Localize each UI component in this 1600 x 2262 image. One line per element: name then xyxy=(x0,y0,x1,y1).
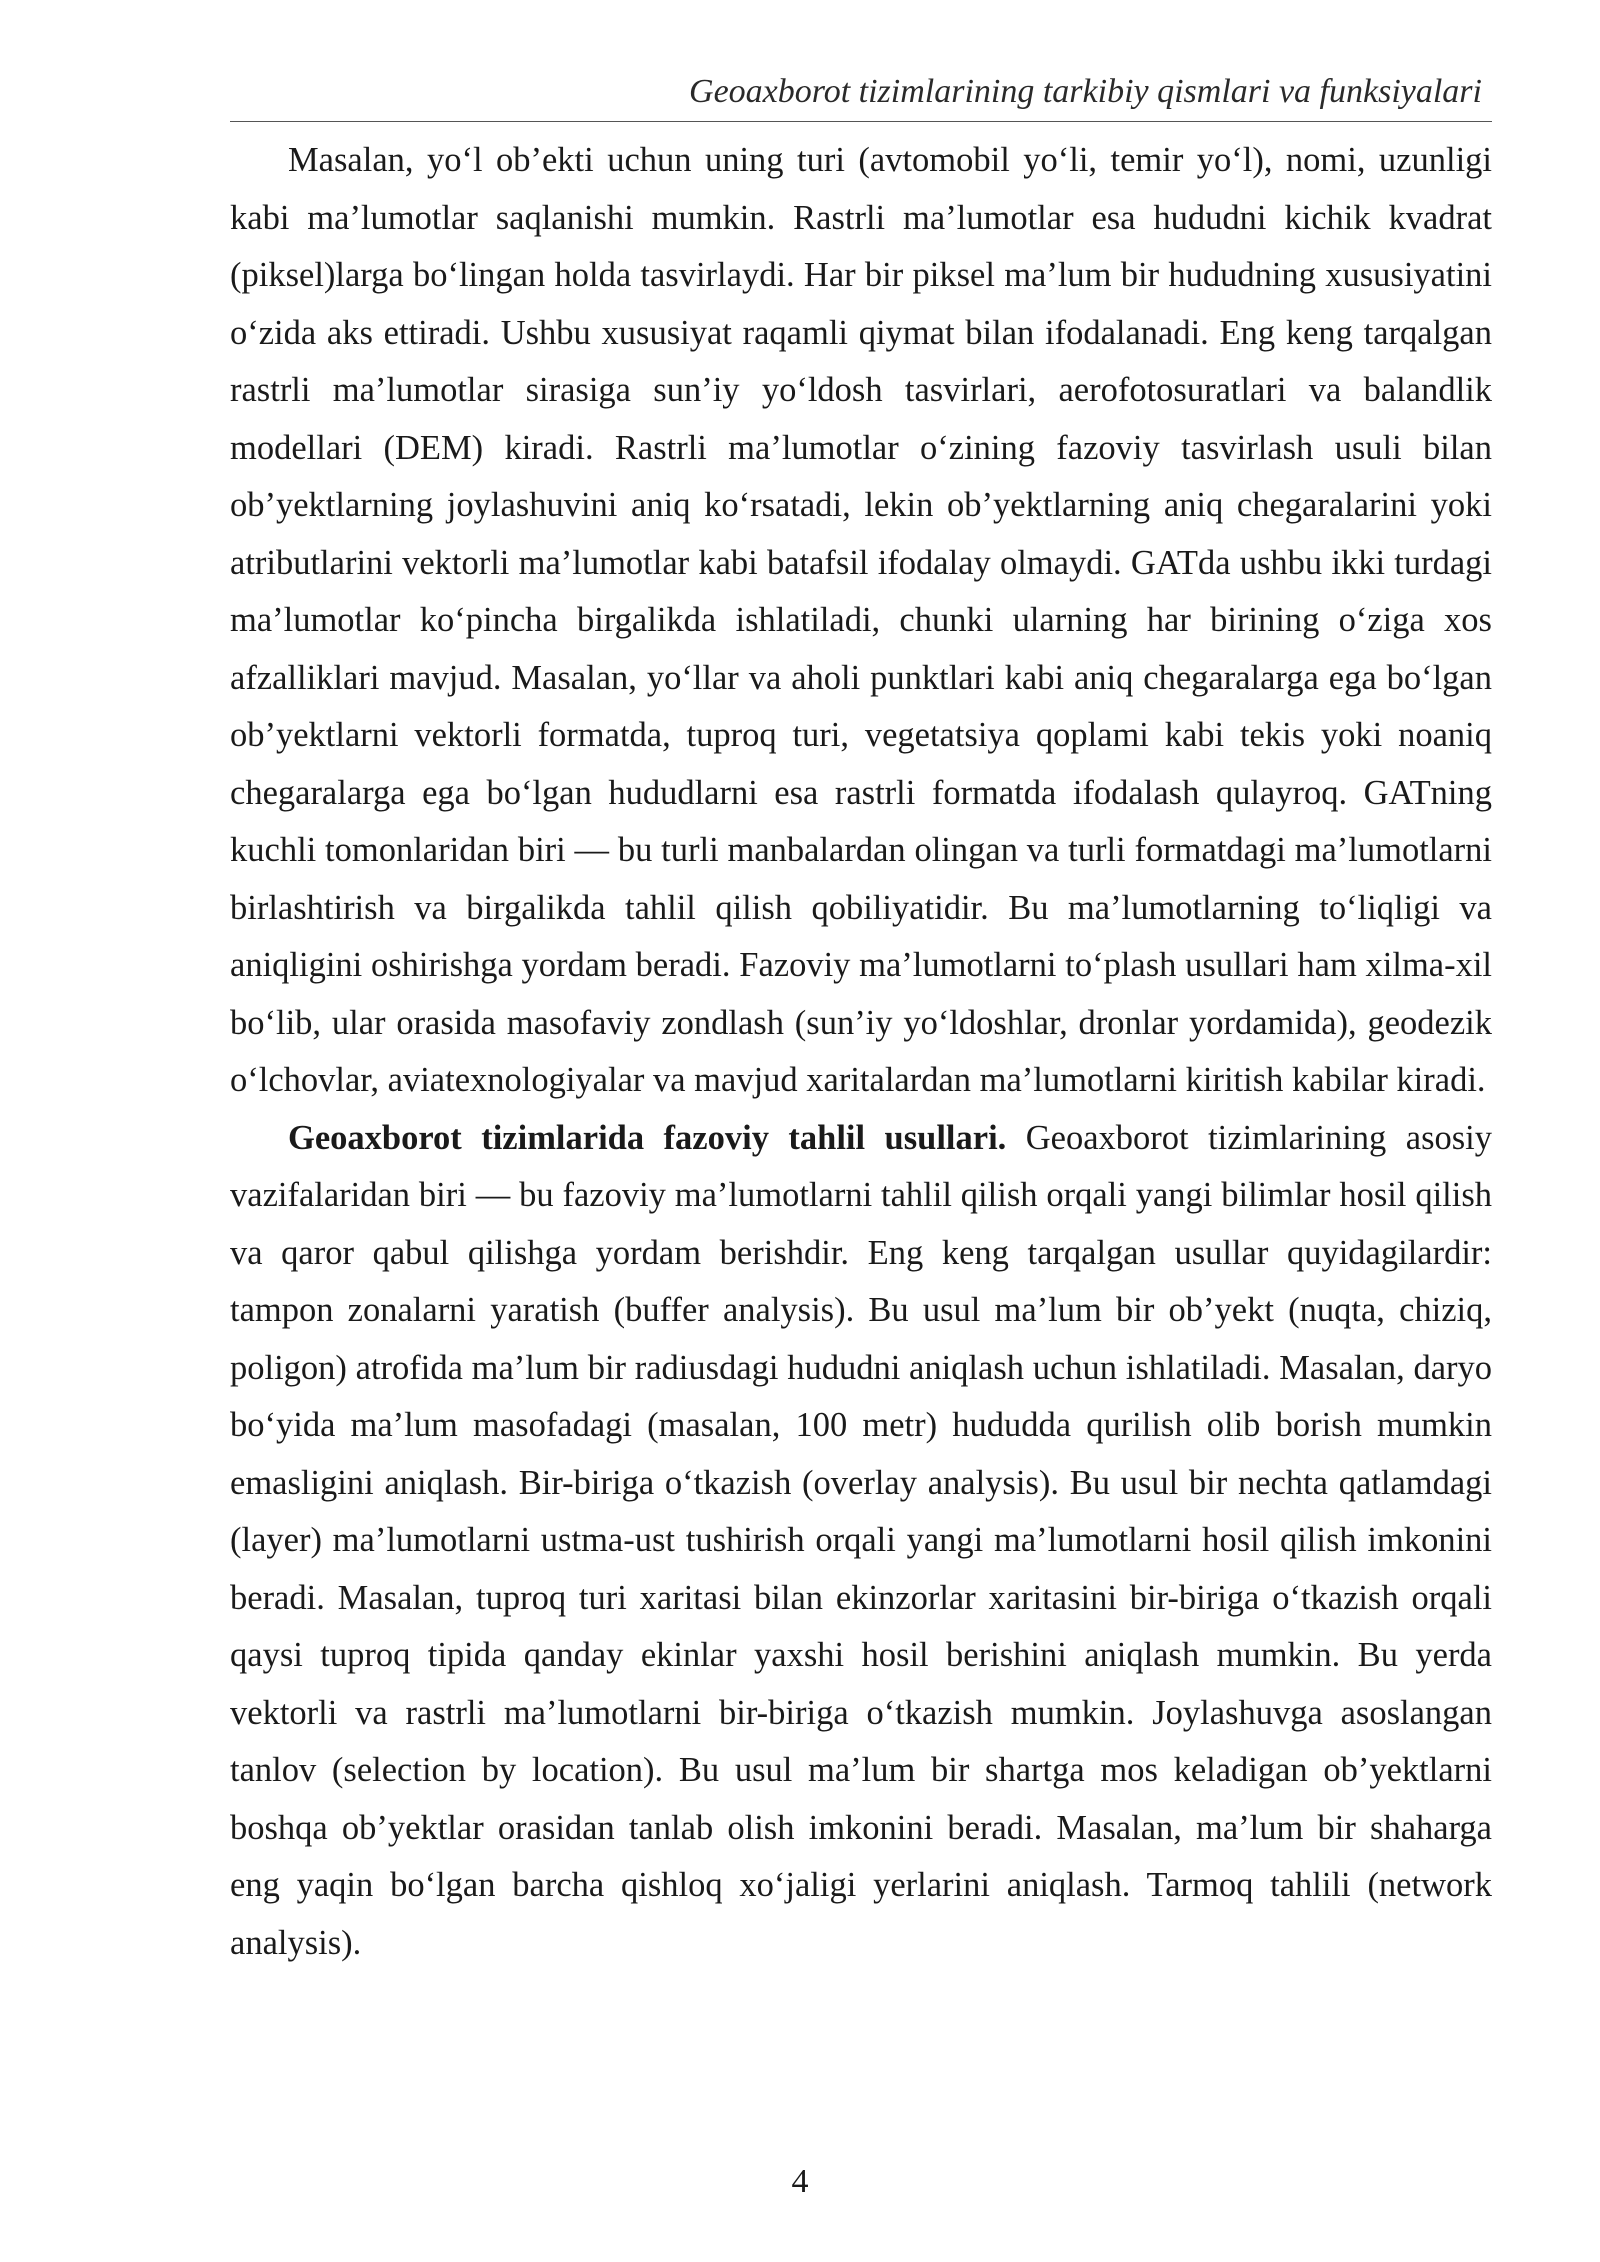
paragraph-spatial-analysis-text: Geoaxborot tizimlarining asosiy vazifalaridan biri — bu fazoviy ma’lumotlarni tahlil qilish orqali yangi bilimlar hosil qilish va qaror qabul qilishga yordam berishdir. Eng keng tarqalgan usullar quyidagilardir: tampon zonalarni yaratish (buffer analysis). Bu usul ma’lum bir ob’yekt (nuqta, chiziq, poligon) atrofida ma’lum bir radiusdagi hududni aniqlash uchun ishlatiladi. Masalan, daryo bo‘yida ma’lum masofadagi (masalan, 100 metr) hududda qurilish olib borish mumkin emasligini aniqlash. Bir-biriga o‘tkazish (overlay analysis). Bu usul bir nechta qatlamdagi (layer) ma’lumotlarni ustma-ust tushirish orqali yangi ma’lumotlarni hosil qilish imkonini beradi. Masalan, tuproq turi xaritasi bilan ekinzorlar xaritasini bir-biriga o‘tkazish orqali qaysi tuproq tipida qanday ekinlar yaxshi hosil berishini aniqlash mumkin. Bu yerda vektorli va rastrli ma’lumotlarni bir-biriga o‘tkazish mumkin. Joylashuvga asoslangan tanlov (selection by location). Bu usul ma’lum bir shartga mos keladigan ob’yektlarni boshqa ob’yektlar orasidan tanlab olish imkonini beradi. Masalan, ma’lum bir shaharga eng yaqin bo‘lgan barcha qishloq xo‘jaligi yerlarini aniqlash. Tarmoq tahlili (network analysis). xyxy=(230,1118,1493,1962)
header-divider xyxy=(230,121,1492,122)
running-header: Geoaxborot tizimlarining tarkibiy qismlari va funksiyalari xyxy=(689,73,1482,110)
section-heading: Geoaxborot tizimlarida fazoviy tahlil usullari. xyxy=(288,1118,1007,1157)
main-text xyxy=(230,132,1492,1972)
page-number: 4 xyxy=(791,2163,809,2200)
paragraph-spatial-analysis xyxy=(230,1110,1492,1973)
paragraph-vector-raster: Masalan, yo‘l ob’ekti uchun uning turi (avtomobil yo‘li, temir yo‘l), nomi, uzunligi kabi ma’lumotlar saqlanishi mumkin. Rastrli ma’lumotlar esa hududni kichik kvadrat (piksel)larga bo‘lingan holda tasvirlaydi. Har bir piksel ma’lum bir hududning xususiyatini o‘zida aks ettiradi. Ushbu xususiyat raqamli qiymat bilan ifodalanadi. Eng keng tarqalgan rastrli ma’lumotlar sirasiga sun’iy yo‘ldosh tasvirlari, aerofotosuratlari va balandlik modellari (DEM) kiradi. Rastrli ma’lumotlar o‘zining fazoviy tasvirlash usuli bilan ob’yektlarning joylashuvini aniq ko‘rsatadi, lekin ob’yektlarning aniq chegaralarini yoki atributlarini vektorli ma’lumotlar kabi batafsil ifodalay olmaydi. GATda ushbu ikki turdagi ma’lumotlar ko‘pincha birgalikda ishlatiladi, chunki ularning har birining o‘ziga xos afzalliklari mavjud. Masalan, yo‘llar va aholi punktlari kabi aniq chegaralarga ega bo‘lgan ob’yektlarni vektorli formatda, tuproq turi, vegetatsiya qoplami kabi tekis yoki noaniq chegaralarga ega bo‘lgan hududlarni esa rastrli formatda ifodalash qulayroq. GATning kuchli tomonlaridan biri — bu turli manbalardan olingan va turli formatdagi ma’lumotlarni birlashtirish va birgalikda tahlil qilish qobiliyatidir. Bu ma’lumotlarning to‘liqligi va aniqligini oshirishga yordam beradi. Fazoviy ma’lumotlarni to‘plash usullari ham xilma-xil bo‘lib, ular orasida masofaviy zondlash (sun’iy yo‘ldoshlar, dronlar yordamida), geodezik o‘lchovlar, aviatexnologiyalar va mavjud xaritalardan ma’lumotlarni kiritish kabilar kiradi. xyxy=(230,141,1492,1099)
